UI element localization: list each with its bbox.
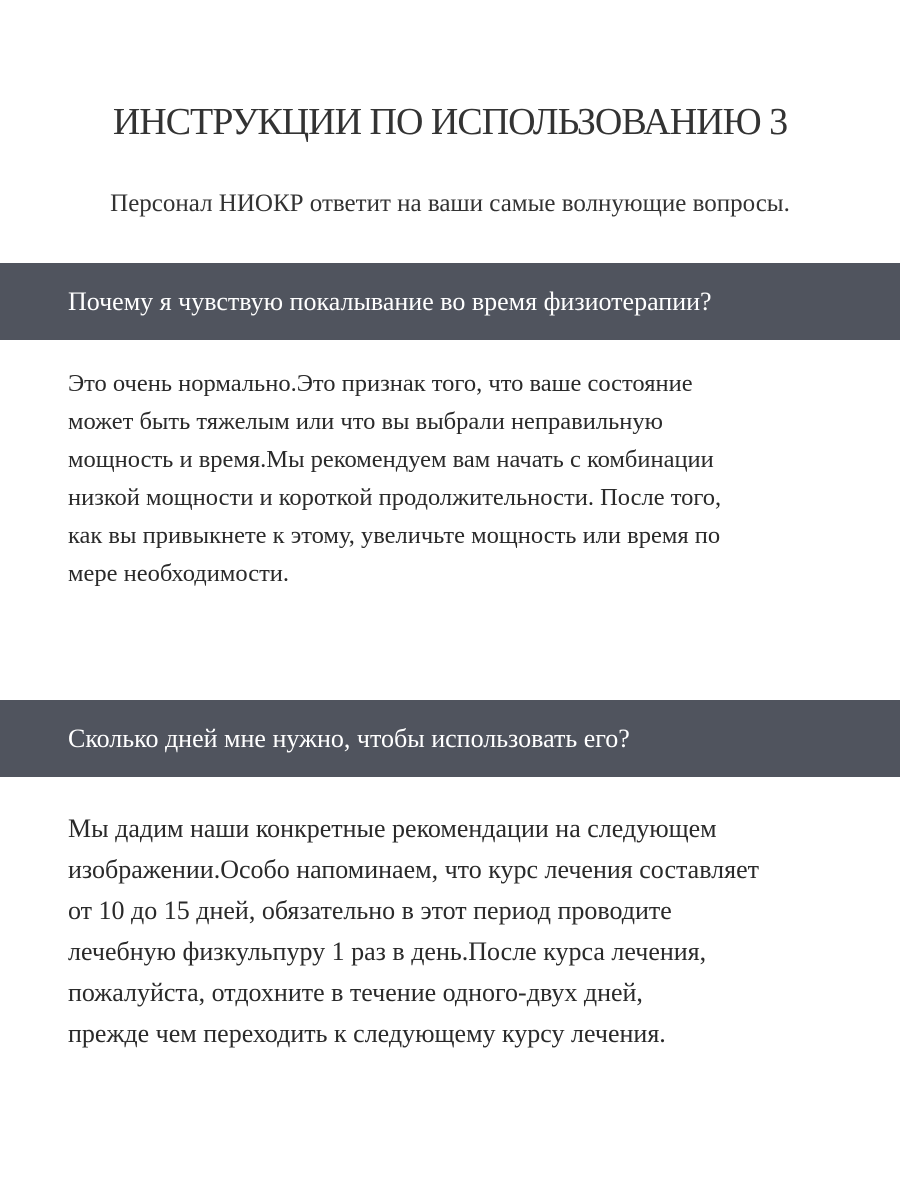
answer-line: может быть тяжелым или что вы выбрали неправильную <box>68 408 663 435</box>
answer-line: Мы дадим наши конкретные рекомендации на следующем <box>68 814 717 843</box>
question-banner-2 <box>0 700 900 777</box>
page-subtitle: Персонал НИОКР ответит на ваши самые волнующие вопросы. <box>110 190 790 217</box>
answer-line: мере необходимости. <box>68 560 290 587</box>
answer-block-1 <box>68 365 721 593</box>
answer-line: мощность и время.Мы рекомендуем вам начать с комбинации <box>68 446 714 473</box>
question-banner-1 <box>0 263 900 340</box>
answer-line: прежде чем переходить к следующему курсу лечения. <box>68 1019 666 1048</box>
answer-block-2 <box>68 808 759 1054</box>
answer-line: от 10 до 15 дней, обязательно в этот период проводите <box>68 896 672 925</box>
answer-line: Это очень нормально.Это признак того, что ваше состояние <box>68 370 693 397</box>
question-text: Почему я чувствую покалывание во время физиотерапии? <box>68 286 712 316</box>
answer-line: низкой мощности и короткой продолжительности. После того, <box>68 484 722 511</box>
answer-line: лечебную физкульпуру 1 раз в день.После курса лечения, <box>68 937 707 966</box>
page-title: ИНСТРУКЦИИ ПО ИСПОЛЬЗОВАНИЮ 3 <box>112 101 788 143</box>
answer-line: как вы привыкнете к этому, увеличьте мощность или время по <box>68 522 721 549</box>
question-text: Сколько дней мне нужно, чтобы использовать его? <box>68 723 630 753</box>
answer-line: пожалуйста, отдохните в течение одного-двух дней, <box>68 978 643 1007</box>
answer-line: изображении.Особо напоминаем, что курс лечения составляет <box>68 855 759 884</box>
